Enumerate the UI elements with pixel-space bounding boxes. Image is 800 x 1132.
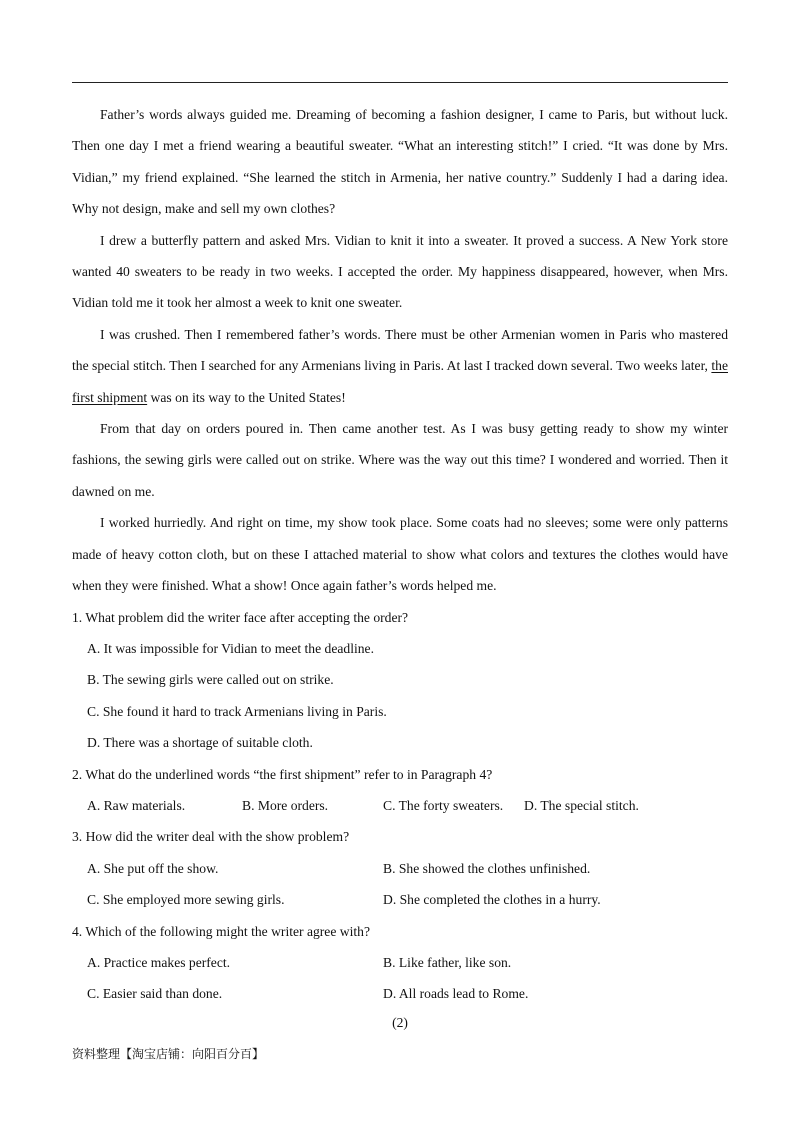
question-4-option-b: B. Like father, like son. [383, 954, 512, 970]
question-1-option-d: D. There was a shortage of suitable cloth. [87, 735, 313, 751]
question-3-option-a: A. She put off the show. [87, 860, 219, 876]
question-3-options-row-2 [72, 884, 728, 915]
question-3-option-c: C. She employed more sewing girls. [87, 892, 285, 908]
document-body [72, 99, 728, 1010]
question-1-stem: 1. What problem did the writer face after accepting the order? [72, 609, 409, 625]
paragraph-2: I drew a butterfly pattern and asked Mrs. Vidian to knit it into a sweater. It proved a success. A New York store wanted 40 sweaters to be ready in two weeks. I accepted the order. My happiness disappeared, however, when Mrs. Vidian told me it took her almost a week to knit one sweater. [72, 232, 728, 311]
question-4-options-row-2 [72, 978, 728, 1009]
paragraph-1: Father’s words always guided me. Dreaming of becoming a fashion designer, I came to Paris, but without luck. Then one day I met a friend wearing a beautiful sweater. “What an interesting stitch!” I cried. “It was done by Mrs. Vidian,” my friend explained. “She learned the stitch in Armenia, her native country.” Suddenly I had a daring idea. Why not design, make and sell my own clothes? [72, 107, 728, 217]
question-4-option-c: C. Easier said than done. [87, 986, 223, 1002]
paragraph-3-text-before: I was crushed. Then I remembered father’s words. There must be other Armenian women in Paris who mastered the special stitch. Then I searched for any Armenians living in Paris. At last I tracked down several. Two weeks later, [72, 326, 728, 374]
question-4-stem: 4. Which of the following might the writer agree with? [72, 923, 370, 939]
question-3-options-row-1 [72, 853, 728, 884]
question-2-option-a: A. Raw materials. [87, 797, 186, 813]
paragraph-3-text-after: was on its way to the United States! [147, 389, 346, 405]
paragraph-3 [72, 319, 728, 413]
question-2-option-b: B. More orders. [242, 797, 329, 813]
question-1-option-c: C. She found it hard to track Armenians living in Paris. [87, 703, 387, 719]
question-2-options [72, 790, 728, 821]
footer-text: 资料整理【淘宝店铺：向阳百分百】 [72, 1047, 265, 1061]
question-4-option-a: A. Practice makes perfect. [87, 954, 231, 970]
question-2-stem: 2. What do the underlined words “the first shipment” refer to in Paragraph 4? [72, 766, 493, 782]
paragraph-5: I worked hurriedly. And right on time, my show took place. Some coats had no sleeves; some were only patterns made of heavy cotton cloth, but on these I attached material to show what colors and textures the clothes would have when they were finished. What a show! Once again father’s words helped me. [72, 515, 728, 594]
question-1-option-b: B. The sewing girls were called out on strike. [87, 672, 334, 688]
paragraph-4: From that day on orders poured in. Then came another test. As I was busy getting ready to show my winter fashions, the sewing girls were called out on strike. Where was the way out this time? I wondered and worried. Then it dawned on me. [72, 421, 728, 499]
header-rule [72, 82, 728, 83]
question-3-option-b: B. She showed the clothes unfinished. [383, 860, 591, 876]
question-3-stem: 3. How did the writer deal with the show problem? [72, 829, 350, 845]
underlined-phrase: the first shipment [72, 358, 728, 405]
question-1-option-a: A. It was impossible for Vidian to meet the deadline. [87, 640, 374, 656]
page-number: (2) [392, 1015, 408, 1030]
question-3-option-d: D. She completed the clothes in a hurry. [383, 892, 601, 908]
question-4-options-row-1 [72, 947, 728, 978]
question-2-option-d: D. The special stitch. [524, 797, 639, 813]
question-4-option-d: D. All roads lead to Rome. [383, 986, 529, 1002]
question-2-option-c: C. The forty sweaters. [383, 797, 504, 813]
